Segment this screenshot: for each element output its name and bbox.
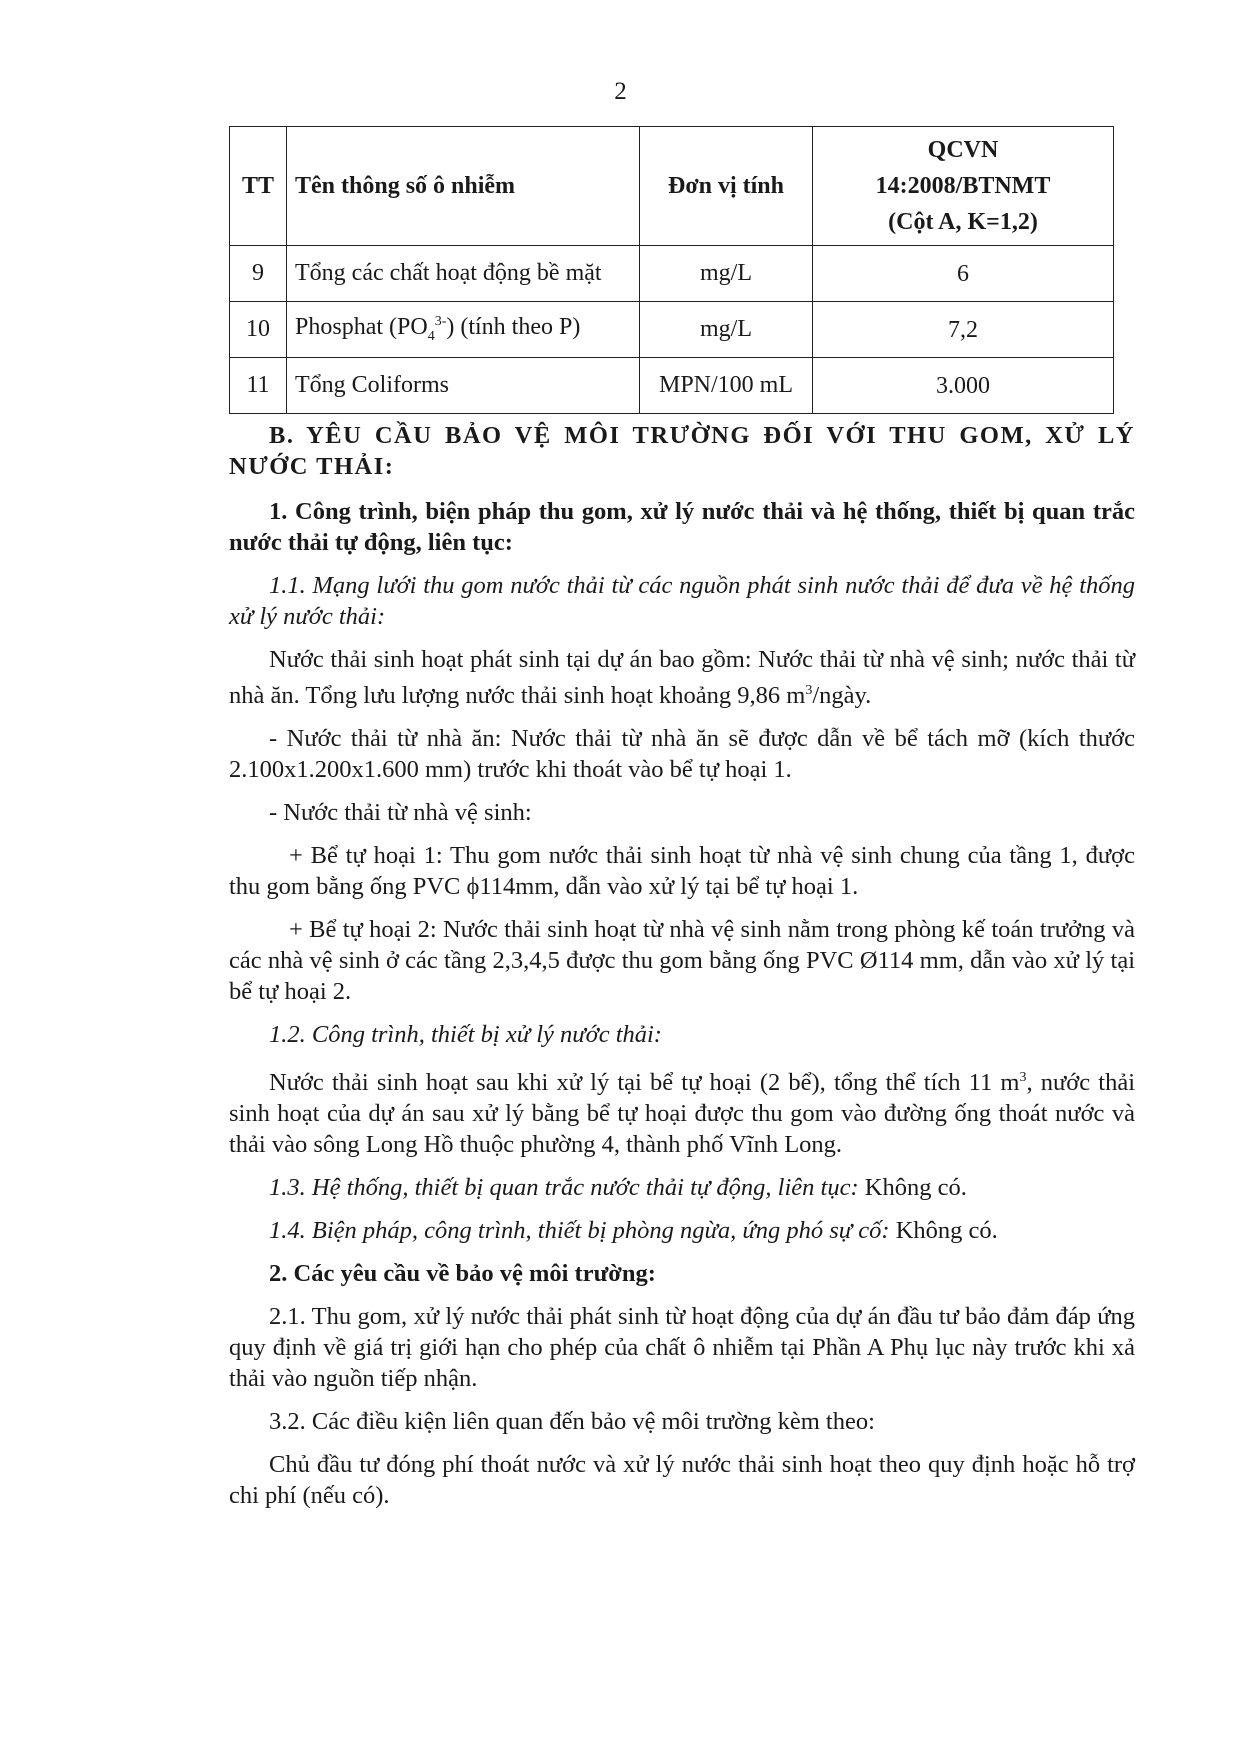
item-1-2-heading: 1.2. Công trình, thiết bị xử lý nước thải: [269, 1021, 662, 1049]
text: , nước thải sinh hoạt của dự án sau xử lý bằng bể tự hoại được thu gom vào đường ống thoát nước và thải vào sông Long Hồ thuộc phường 4, thành phố Vĩnh Long. [229, 1069, 1135, 1159]
row-unit: mg/L [640, 246, 813, 302]
row-tt: 10 [230, 302, 287, 358]
septic-tank-1-paragraph: + Bể tự hoại 1: Thu gom nước thải sinh hoạt từ nhà vệ sinh chung của tầng 1, được thu gom bằng ống PVC ϕ114mm, dẫn vào xử lý tại bể tự hoại 1. [229, 842, 1135, 901]
item-1-1-heading: 1.1. Mạng lưới thu gom nước thải từ các nguồn phát sinh nước thải để đưa về hệ thống xử lý nước thải: [229, 572, 1135, 630]
header-standard [813, 127, 1114, 246]
item-1-4 [229, 1215, 1135, 1246]
name-part: ) (tính theo P) [446, 314, 581, 341]
text: Nước thải sinh hoạt phát sinh tại dự án bao gồm: Nước thải từ nhà vệ sinh; nước thải từ nhà ăn. Tổng lưu lượng nước thải sinh hoạt khoảng 9,86 m [229, 646, 1135, 710]
header-standard-line3: (Cột A, K=1,2) [888, 209, 1038, 235]
row-parameter-name: Tổng các chất hoạt động bề mặt [287, 246, 640, 302]
row-unit: MPN/100 mL [640, 358, 813, 414]
item-1-4-value: Không có. [889, 1217, 998, 1245]
header-tt: TT [230, 127, 287, 246]
item-1-3-label: 1.3. Hệ thống, thiết bị quan trắc nước thải tự động, liên tục: [269, 1174, 859, 1202]
name-part: Phosphat (PO [295, 314, 428, 341]
superscript: 3 [1019, 1070, 1027, 1086]
header-standard-line2: 14:2008/BTNMT [875, 173, 1051, 199]
row-unit: mg/L [640, 302, 813, 358]
row-tt: 9 [230, 246, 287, 302]
header-unit: Đơn vị tính [640, 127, 813, 246]
item-2-heading: 2. Các yêu cầu về bảo vệ môi trường: [269, 1260, 656, 1288]
header-standard-line1: QCVN [927, 137, 999, 163]
row-parameter-name: Tổng Coliforms [287, 358, 640, 414]
section-b-heading: B. YÊU CẦU BẢO VỆ MÔI TRƯỜNG ĐỐI VỚI THU GOM, XỬ LÝ NƯỚC THẢI: [229, 422, 1135, 480]
item-1-3-value: Không có. [858, 1174, 967, 1202]
toilet-wastewater-paragraph: - Nước thải từ nhà vệ sinh: [269, 799, 532, 827]
table-row [230, 246, 1114, 302]
table-row [230, 358, 1114, 414]
item-1-4-label: 1.4. Biện pháp, công trình, thiết bị phòng ngừa, ứng phó sự cố: [269, 1217, 890, 1245]
row-limit-value: 7,2 [813, 302, 1114, 358]
item-3-2-heading: 3.2. Các điều kiện liên quan đến bảo vệ môi trường kèm theo: [269, 1408, 875, 1436]
row-tt: 11 [230, 358, 287, 414]
table-row [230, 302, 1114, 358]
name-subscript: 4 [427, 328, 435, 344]
text: Nước thải sinh hoạt sau khi xử lý tại bể tự hoại (2 bể), tổng thể tích 11 m [269, 1069, 1020, 1097]
text: /ngày. [812, 682, 872, 710]
page-number: 2 [614, 78, 627, 105]
row-limit-value: 6 [813, 246, 1114, 302]
item-1-3 [229, 1172, 1135, 1203]
item-1-1-paragraph [229, 644, 1135, 711]
septic-tank-2-paragraph: + Bể tự hoại 2: Nước thải sinh hoạt từ nhà vệ sinh nằm trong phòng kế toán trưởng và các nhà vệ sinh ở các tầng 2,3,4,5 được thu gom bằng ống PVC Ø114 mm, dẫn vào xử lý tại bể tự hoại 2. [229, 916, 1135, 1006]
superscript: 3 [805, 683, 813, 698]
item-3-2-paragraph: Chủ đầu tư đóng phí thoát nước và xử lý nước thải sinh hoạt theo quy định hoặc hỗ trợ chi phí (nếu có). [229, 1451, 1135, 1510]
row-parameter-name [287, 302, 640, 358]
header-parameter-name: Tên thông số ô nhiễm [287, 127, 640, 246]
item-2-1-paragraph: 2.1. Thu gom, xử lý nước thải phát sinh từ hoạt động của dự án đầu tư bảo đảm đáp ứng quy định về giá trị giới hạn cho phép của chất ô nhiễm tại Phần A Phụ lục này trước khi xả thải vào nguồn tiếp nhận. [229, 1303, 1135, 1393]
item-1-2-paragraph [229, 1062, 1135, 1160]
pollutant-limits-table [229, 126, 1114, 414]
item-1-heading: 1. Công trình, biện pháp thu gom, xử lý nước thải và hệ thống, thiết bị quan trắc nước thải tự động, liên tục: [229, 498, 1135, 556]
name-superscript: 3- [434, 314, 447, 330]
kitchen-wastewater-paragraph: - Nước thải từ nhà ăn: Nước thải từ nhà ăn sẽ được dẫn về bể tách mỡ (kích thước 2.100x1.200x1.600 mm) trước khi thoát vào bể tự hoại 1. [229, 725, 1135, 784]
table-header-row [230, 127, 1114, 246]
row-limit-value: 3.000 [813, 358, 1114, 414]
section-b-content [229, 420, 1135, 1511]
